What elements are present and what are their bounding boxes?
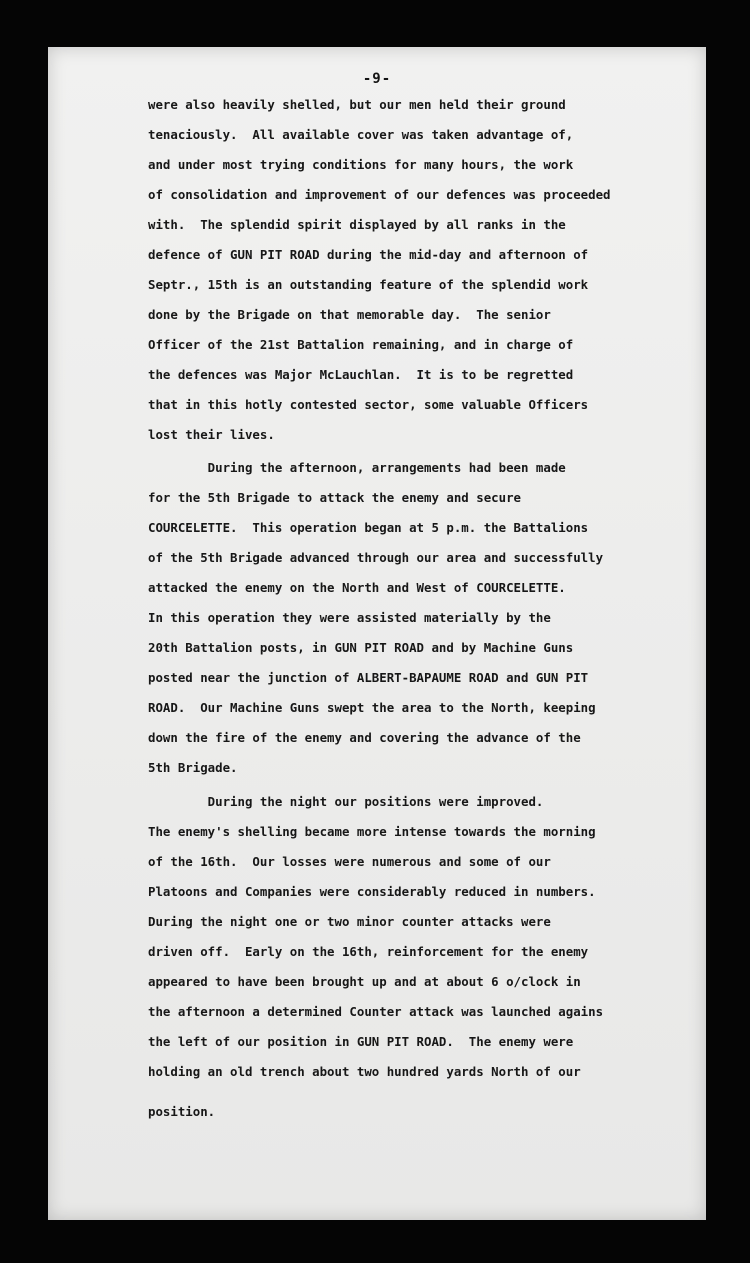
text-line: holding an old trench about two hundred yards North of our — [148, 1064, 581, 1079]
text-line: In this operation they were assisted materially by the — [148, 610, 551, 625]
text-line: The enemy's shelling became more intense towards the morning — [148, 824, 596, 839]
text-line: ROAD. Our Machine Guns swept the area to the North, keeping — [148, 700, 596, 715]
text-line: of consolidation and improvement of our defences was proceeded — [148, 187, 611, 202]
text-line: of the 5th Brigade advanced through our area and successfully — [148, 550, 604, 565]
text-line: with. The splendid spirit displayed by all ranks in the — [148, 217, 566, 232]
text-line: were also heavily shelled, but our men held their ground — [148, 97, 566, 112]
text-line: Septr., 15th is an outstanding feature of the splendid work — [148, 277, 589, 292]
text-line: and under most trying conditions for many hours, the work — [148, 157, 574, 172]
text-line: During the night one or two minor counter attacks were — [148, 914, 551, 929]
text-line: Platoons and Companies were considerably reduced in numbers. — [148, 884, 596, 899]
text-line: the defences was Major McLauchlan. It is to be regretted — [148, 367, 574, 382]
text-line: appeared to have been brought up and at about 6 o/clock in — [148, 974, 581, 989]
text-line: done by the Brigade on that memorable day. The senior — [148, 307, 551, 322]
text-line: the afternoon a determined Counter attack was launched agains — [148, 1004, 604, 1019]
text-line: During the night our positions were improved. — [148, 794, 544, 809]
text-line: for the 5th Brigade to attack the enemy and secure — [148, 490, 521, 505]
text-line: of the 16th. Our losses were numerous and some of our — [148, 854, 551, 869]
text-line: 5th Brigade. — [148, 760, 238, 775]
text-line: that in this hotly contested sector, some valuable Officers — [148, 397, 589, 412]
text-line: COURCELETTE. This operation began at 5 p.m. the Battalions — [148, 520, 589, 535]
text-line: down the fire of the enemy and covering the advance of the — [148, 730, 581, 745]
text-line: attacked the enemy on the North and West of COURCELETTE. — [148, 580, 566, 595]
text-line: defence of GUN PIT ROAD during the mid-day and afternoon of — [148, 247, 589, 262]
text-line: posted near the junction of ALBERT-BAPAUME ROAD and GUN PIT — [148, 670, 589, 685]
text-line: Officer of the 21st Battalion remaining, and in charge of — [148, 337, 574, 352]
text-line: position. — [148, 1104, 216, 1119]
text-line: tenaciously. All available cover was taken advantage of, — [148, 127, 574, 142]
text-line: the left of our position in GUN PIT ROAD. The enemy were — [148, 1034, 574, 1049]
text-line: 20th Battalion posts, in GUN PIT ROAD and by Machine Guns — [148, 640, 574, 655]
text-line: During the afternoon, arrangements had been made — [148, 460, 566, 475]
text-line: driven off. Early on the 16th, reinforcement for the enemy — [148, 944, 589, 959]
page-number: -9- — [362, 71, 392, 87]
text-line: lost their lives. — [148, 427, 275, 442]
